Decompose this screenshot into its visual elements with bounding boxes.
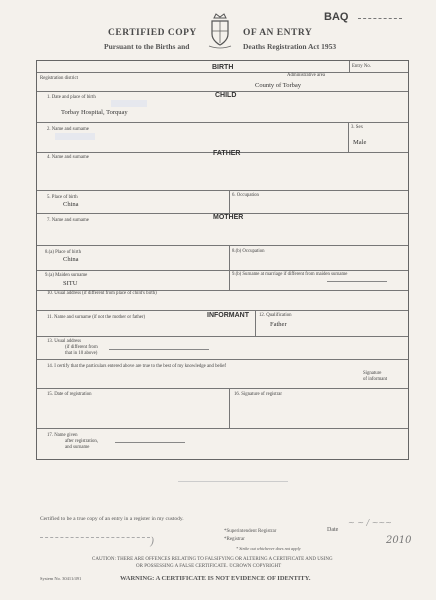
field-1-label: 1. Date and place of birth [47, 95, 96, 100]
field-11-label: 11. Name and surname (if not the mother or father) [47, 315, 146, 320]
field-17-sub2: and surname [65, 445, 90, 450]
redacted-date-of-birth [111, 100, 147, 107]
subtitle-left: Pursuant to the Births and [104, 42, 190, 51]
field-3-label: 3. Sex [351, 125, 363, 130]
field-2-label: 2. Name and surname [47, 127, 89, 132]
field-9b-label: 9.(b) Surname at marriage if different from maiden surname [232, 272, 348, 277]
field-15-label: 15. Date of registration [47, 392, 92, 397]
caution-line-1: CAUTION: THERE ARE OFFENCES RELATING TO FALSIFYING OR ALTERING A CERTIFICATE AND USING [92, 557, 333, 562]
field-10-label: 10. Usual address (if different from place of child's birth) [47, 291, 157, 296]
administrative-area-label: Administrative area [287, 73, 325, 78]
field-14-label: 14. I certify that the particulars entered above are true to the best of my knowledge and belief [47, 364, 227, 369]
registrar-signature-scribble: ) [150, 535, 155, 548]
certified-signature-line [40, 537, 150, 538]
strike-out-note: * Strike out whichever does not apply [236, 546, 301, 551]
field-13-sub1: (if different from [65, 345, 98, 350]
section-child-heading: CHILD [215, 92, 237, 99]
field-12-value: Father [270, 321, 287, 328]
field-16-label: 16. Signature of registrar [234, 392, 282, 397]
field-7-label: 7. Name and surname [47, 218, 89, 223]
field-17-sub1: after registration, [65, 439, 99, 444]
section-mother-heading: MOTHER [213, 214, 244, 221]
system-number: System No. 30411/491 [40, 576, 82, 581]
royal-crest-icon [206, 12, 234, 50]
field-8a-value: China [63, 256, 79, 263]
field-13-underline [109, 349, 209, 350]
signature-informant-label-2: of informant [363, 377, 388, 382]
field-9a-label: 9.(a) Maiden surname [45, 273, 88, 278]
superintendent-registrar-label: *Superintendent Registrar [224, 529, 277, 534]
field-13-sub2: that in 10 above) [65, 351, 98, 356]
administrative-area-value: County of Torbay [255, 82, 302, 89]
field-8b-label: 8.(b) Occupation [232, 249, 265, 254]
field-9b-underline [327, 281, 387, 282]
certificate-title-left: CERTIFIED COPY [108, 28, 197, 38]
handwritten-date-scribble: ~ ~ / ~~~ [348, 518, 392, 527]
reference-code: BAQ [324, 11, 349, 23]
footer-separator [178, 481, 288, 482]
redacted-child-name [55, 133, 95, 140]
signature-informant-label-1: Signature [363, 371, 382, 376]
registration-district-label: Registration district [40, 76, 78, 81]
certified-copy-text: Certified to be a true copy of an entry in a register in my custody. [40, 516, 184, 522]
field-12-label: 12. Qualification [259, 313, 292, 318]
certificate-title-right: OF AN ENTRY [243, 28, 313, 38]
section-birth-heading: BIRTH [212, 64, 234, 71]
field-8a-label: 8.(a) Place of birth [45, 250, 81, 255]
subtitle-right: Deaths Registration Act 1953 [243, 42, 337, 51]
field-3-value: Male [353, 139, 367, 146]
field-4-label: 4. Name and surname [47, 155, 89, 160]
field-9a-value: SITU [63, 280, 78, 287]
birth-entry-form [36, 60, 409, 460]
field-5-value: China [63, 201, 79, 208]
section-informant-heading: INFORMANT [207, 312, 249, 319]
field-13-label: 13. Usual address [47, 339, 81, 344]
entry-no-label: Entry No. [352, 64, 371, 69]
handwritten-year: 2010 [386, 535, 412, 546]
field-6-label: 6. Occupation [232, 193, 259, 198]
field-17-label: 17. Name given [47, 433, 78, 438]
section-father-heading: FATHER [213, 150, 241, 157]
reference-number-dashes [358, 18, 402, 19]
field-5-label: 5. Place of birth [47, 195, 78, 200]
registrar-label: *Registrar [224, 537, 245, 542]
caution-line-2: OR POSSESSING A FALSE CERTIFICATE. ©CROWN COPYRIGHT [136, 564, 282, 569]
identity-warning: WARNING: A CERTIFICATE IS NOT EVIDENCE OF IDENTITY. [120, 575, 311, 582]
date-label: Date [327, 527, 339, 533]
field-17-underline [115, 442, 185, 443]
field-1-value: Torbay Hospital, Torquay [61, 109, 128, 116]
